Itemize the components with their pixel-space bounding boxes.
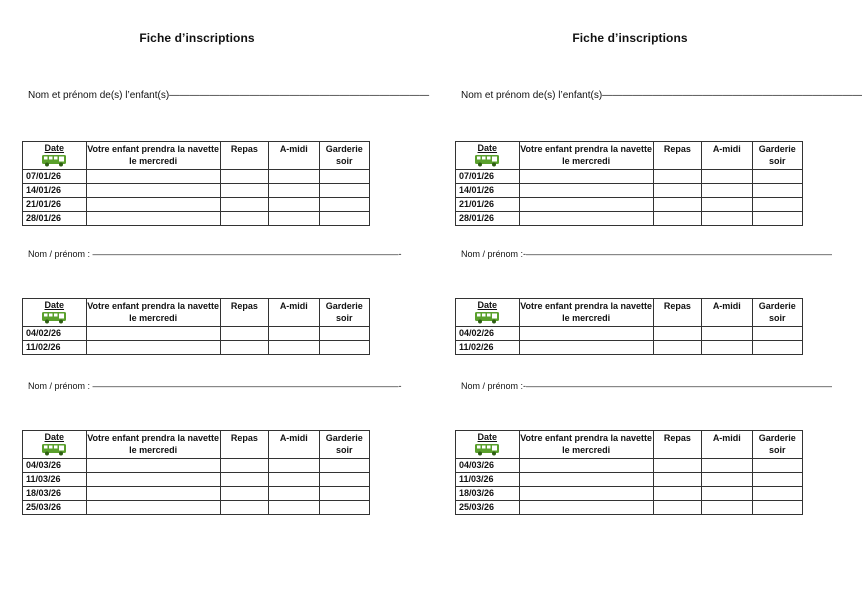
- amidi-cell[interactable]: [702, 327, 752, 341]
- garderie-cell[interactable]: [319, 341, 369, 355]
- table-header-row: [456, 142, 803, 170]
- date-cell: 14/01/26: [456, 184, 520, 198]
- bus-icon: [41, 443, 67, 456]
- table-row: [456, 327, 803, 341]
- bus-icon: [474, 443, 500, 456]
- amidi-cell[interactable]: [702, 184, 752, 198]
- header-amidi: A-midi: [269, 431, 319, 459]
- table-row: [456, 341, 803, 355]
- navette-cell[interactable]: [519, 501, 653, 515]
- header-amidi: A-midi: [702, 142, 752, 170]
- name-line: Nom / prénom : ——————————————————————————————————-: [28, 249, 402, 259]
- navette-cell[interactable]: [519, 212, 653, 226]
- amidi-cell[interactable]: [702, 341, 752, 355]
- table-row: [456, 212, 803, 226]
- table-row: [23, 473, 370, 487]
- date-cell: 28/01/26: [23, 212, 87, 226]
- repas-cell[interactable]: [220, 501, 268, 515]
- bus-icon: [474, 154, 500, 167]
- table-row: [456, 170, 803, 184]
- table-header-row: [456, 299, 803, 327]
- table-row: [456, 184, 803, 198]
- header-garderie: Garderie soir: [752, 431, 802, 459]
- table-row: [456, 198, 803, 212]
- table-row: [456, 473, 803, 487]
- header-garderie: Garderie soir: [752, 142, 802, 170]
- amidi-cell[interactable]: [269, 501, 319, 515]
- repas-cell[interactable]: [220, 198, 268, 212]
- repas-cell[interactable]: [653, 184, 701, 198]
- child-name-line: Nom et prénom de(s) l’enfant(s)——————————————————————————: [28, 90, 430, 101]
- date-cell: 18/03/26: [23, 487, 87, 501]
- february-table: [22, 298, 370, 355]
- header-amidi: A-midi: [269, 142, 319, 170]
- amidi-cell[interactable]: [702, 198, 752, 212]
- header-navette: Votre enfant prendra la navette le mercredi: [86, 142, 220, 170]
- date-cell: 25/03/26: [23, 501, 87, 515]
- date-cell: 04/03/26: [456, 459, 520, 473]
- garderie-cell[interactable]: [752, 212, 802, 226]
- amidi-cell[interactable]: [269, 487, 319, 501]
- name-line: Nom / prénom :-——————————————————————————————————: [461, 381, 833, 391]
- repas-cell[interactable]: [220, 487, 268, 501]
- navette-cell[interactable]: [519, 473, 653, 487]
- garderie-cell[interactable]: [319, 170, 369, 184]
- header-date-label: Date: [44, 432, 65, 442]
- garderie-cell[interactable]: [319, 184, 369, 198]
- table-header-row: [456, 431, 803, 459]
- date-cell: 11/02/26: [456, 341, 520, 355]
- garderie-cell[interactable]: [752, 170, 802, 184]
- navette-cell[interactable]: [86, 501, 220, 515]
- date-cell: 18/03/26: [456, 487, 520, 501]
- header-date-label: Date: [44, 300, 65, 310]
- navette-cell[interactable]: [86, 473, 220, 487]
- child-name-line: Nom et prénom de(s) l’enfant(s)——————————————————————————: [461, 90, 862, 101]
- header-navette: Votre enfant prendra la navette le mercredi: [86, 431, 220, 459]
- february-table: [455, 298, 803, 355]
- repas-cell[interactable]: [220, 184, 268, 198]
- bus-icon: [474, 311, 500, 324]
- march-table: [22, 430, 370, 515]
- garderie-cell[interactable]: [752, 487, 802, 501]
- header-navette: Votre enfant prendra la navette le mercredi: [519, 299, 653, 327]
- form-left: [22, 0, 430, 595]
- table-row: [456, 459, 803, 473]
- name-line: Nom / prénom : ——————————————————————————————————-: [28, 381, 402, 391]
- garderie-cell[interactable]: [752, 341, 802, 355]
- navette-cell[interactable]: [519, 198, 653, 212]
- table-row: [23, 487, 370, 501]
- header-navette: Votre enfant prendra la navette le mercredi: [519, 142, 653, 170]
- garderie-cell[interactable]: [319, 473, 369, 487]
- amidi-cell[interactable]: [702, 501, 752, 515]
- navette-cell[interactable]: [86, 341, 220, 355]
- header-repas: Repas: [220, 299, 268, 327]
- header-garderie: Garderie soir: [319, 431, 369, 459]
- amidi-cell[interactable]: [269, 212, 319, 226]
- header-date-label: Date: [477, 432, 498, 442]
- form-right: [455, 0, 862, 595]
- repas-cell[interactable]: [653, 487, 701, 501]
- table-row: [23, 198, 370, 212]
- header-repas: Repas: [653, 142, 701, 170]
- date-cell: 11/03/26: [456, 473, 520, 487]
- amidi-cell[interactable]: [269, 198, 319, 212]
- date-cell: 07/01/26: [23, 170, 87, 184]
- repas-cell[interactable]: [653, 473, 701, 487]
- navette-cell[interactable]: [86, 184, 220, 198]
- garderie-cell[interactable]: [319, 198, 369, 212]
- table-row: [23, 501, 370, 515]
- bus-icon: [41, 311, 67, 324]
- navette-cell[interactable]: [86, 198, 220, 212]
- header-repas: Repas: [220, 142, 268, 170]
- form-title: Fiche d’inscriptions: [572, 31, 688, 45]
- date-cell: 25/03/26: [456, 501, 520, 515]
- header-date: [23, 142, 87, 170]
- amidi-cell[interactable]: [702, 487, 752, 501]
- table-header-row: [23, 299, 370, 327]
- repas-cell[interactable]: [653, 327, 701, 341]
- garderie-cell[interactable]: [319, 212, 369, 226]
- garderie-cell[interactable]: [752, 459, 802, 473]
- amidi-cell[interactable]: [269, 170, 319, 184]
- header-amidi: A-midi: [269, 299, 319, 327]
- repas-cell[interactable]: [220, 170, 268, 184]
- date-cell: 07/01/26: [456, 170, 520, 184]
- date-cell: 11/02/26: [23, 341, 87, 355]
- header-repas: Repas: [653, 431, 701, 459]
- table-row: [23, 341, 370, 355]
- header-date: [456, 431, 520, 459]
- table-row: [456, 487, 803, 501]
- january-table: [22, 141, 370, 226]
- table-row: [23, 459, 370, 473]
- header-date-label: Date: [44, 143, 65, 153]
- navette-cell[interactable]: [86, 212, 220, 226]
- amidi-cell[interactable]: [269, 184, 319, 198]
- navette-cell[interactable]: [519, 327, 653, 341]
- amidi-cell[interactable]: [269, 459, 319, 473]
- navette-cell[interactable]: [519, 170, 653, 184]
- header-date: [23, 299, 87, 327]
- amidi-cell[interactable]: [702, 212, 752, 226]
- table-row: [23, 184, 370, 198]
- garderie-cell[interactable]: [752, 473, 802, 487]
- date-cell: 21/01/26: [456, 198, 520, 212]
- garderie-cell[interactable]: [752, 184, 802, 198]
- date-cell: 04/03/26: [23, 459, 87, 473]
- table-row: [456, 501, 803, 515]
- table-row: [23, 212, 370, 226]
- header-garderie: Garderie soir: [319, 299, 369, 327]
- repas-cell[interactable]: [653, 459, 701, 473]
- repas-cell[interactable]: [220, 327, 268, 341]
- repas-cell[interactable]: [220, 212, 268, 226]
- header-navette: Votre enfant prendra la navette le mercredi: [519, 431, 653, 459]
- name-line: Nom / prénom :-——————————————————————————————————: [461, 249, 833, 259]
- header-repas: Repas: [220, 431, 268, 459]
- table-header-row: [23, 431, 370, 459]
- amidi-cell[interactable]: [702, 459, 752, 473]
- repas-cell[interactable]: [653, 501, 701, 515]
- garderie-cell[interactable]: [319, 487, 369, 501]
- amidi-cell[interactable]: [269, 341, 319, 355]
- garderie-cell[interactable]: [319, 327, 369, 341]
- march-table: [455, 430, 803, 515]
- navette-cell[interactable]: [519, 184, 653, 198]
- repas-cell[interactable]: [653, 198, 701, 212]
- date-cell: 11/03/26: [23, 473, 87, 487]
- header-date: [456, 299, 520, 327]
- navette-cell[interactable]: [86, 170, 220, 184]
- amidi-cell[interactable]: [269, 327, 319, 341]
- garderie-cell[interactable]: [752, 327, 802, 341]
- garderie-cell[interactable]: [752, 501, 802, 515]
- navette-cell[interactable]: [519, 341, 653, 355]
- date-cell: 14/01/26: [23, 184, 87, 198]
- garderie-cell[interactable]: [319, 501, 369, 515]
- garderie-cell[interactable]: [319, 459, 369, 473]
- table-row: [23, 170, 370, 184]
- date-cell: 21/01/26: [23, 198, 87, 212]
- january-table: [455, 141, 803, 226]
- header-date-label: Date: [477, 300, 498, 310]
- form-title: Fiche d’inscriptions: [139, 31, 255, 45]
- bus-icon: [41, 154, 67, 167]
- amidi-cell[interactable]: [269, 473, 319, 487]
- date-cell: 04/02/26: [23, 327, 87, 341]
- header-date: [23, 431, 87, 459]
- date-cell: 04/02/26: [456, 327, 520, 341]
- repas-cell[interactable]: [653, 170, 701, 184]
- header-date: [456, 142, 520, 170]
- navette-cell[interactable]: [86, 327, 220, 341]
- date-cell: 28/01/26: [456, 212, 520, 226]
- repas-cell[interactable]: [220, 341, 268, 355]
- navette-cell[interactable]: [86, 487, 220, 501]
- navette-cell[interactable]: [519, 459, 653, 473]
- amidi-cell[interactable]: [702, 170, 752, 184]
- repas-cell[interactable]: [653, 212, 701, 226]
- table-row: [23, 327, 370, 341]
- header-amidi: A-midi: [702, 431, 752, 459]
- header-garderie: Garderie soir: [319, 142, 369, 170]
- garderie-cell[interactable]: [752, 198, 802, 212]
- repas-cell[interactable]: [220, 459, 268, 473]
- header-repas: Repas: [653, 299, 701, 327]
- amidi-cell[interactable]: [702, 473, 752, 487]
- navette-cell[interactable]: [519, 487, 653, 501]
- repas-cell[interactable]: [653, 341, 701, 355]
- table-header-row: [23, 142, 370, 170]
- header-amidi: A-midi: [702, 299, 752, 327]
- header-navette: Votre enfant prendra la navette le mercredi: [86, 299, 220, 327]
- header-garderie: Garderie soir: [752, 299, 802, 327]
- repas-cell[interactable]: [220, 473, 268, 487]
- navette-cell[interactable]: [86, 459, 220, 473]
- header-date-label: Date: [477, 143, 498, 153]
